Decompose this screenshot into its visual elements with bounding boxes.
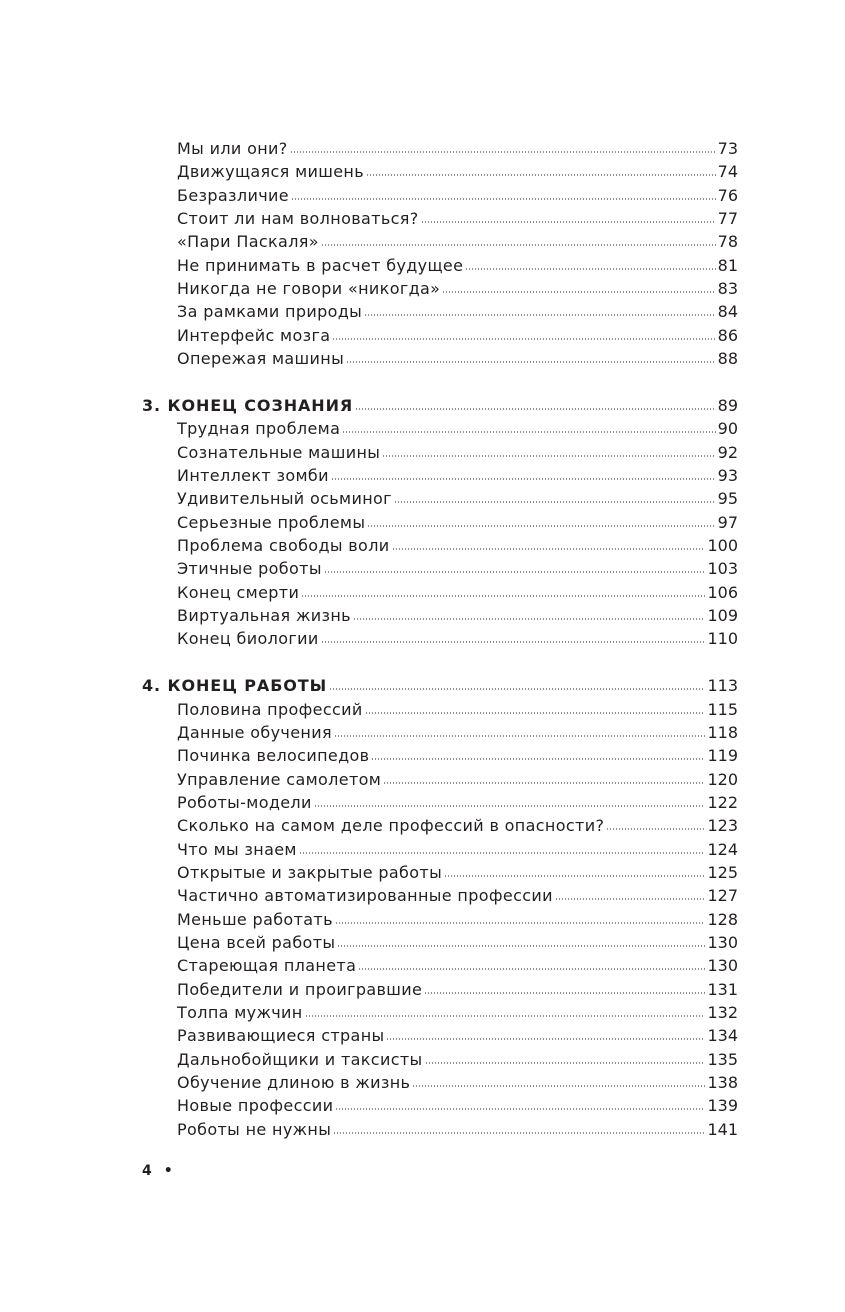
- toc-entry-page: 76: [717, 185, 738, 205]
- toc-entry-title: Трудная проблема: [177, 419, 341, 439]
- toc-entry-page: 115: [707, 699, 738, 719]
- toc-entry-page: 125: [707, 862, 738, 882]
- dot-leader: [444, 875, 705, 877]
- toc-entry[interactable]: [142, 417, 738, 440]
- toc-entry[interactable]: [142, 277, 738, 300]
- toc-entry[interactable]: [142, 768, 738, 791]
- toc-entry-title: Конец биологии: [177, 629, 319, 649]
- toc-entry-title: Новые профессии: [177, 1096, 334, 1116]
- toc-entry-title: Сколько на самом деле профессий в опасности?: [177, 816, 605, 836]
- toc-entry[interactable]: [142, 557, 738, 580]
- dot-leader: [425, 1062, 706, 1064]
- dot-leader: [382, 455, 715, 457]
- toc-entry[interactable]: [142, 791, 738, 814]
- toc-entry-title: Безразличие: [177, 185, 289, 205]
- toc-entry-title: Стоит ли нам волноваться?: [177, 209, 419, 229]
- dot-leader: [364, 314, 715, 316]
- toc-entry[interactable]: [142, 954, 738, 977]
- dot-leader: [331, 478, 716, 480]
- chapter-heading[interactable]: [142, 674, 738, 697]
- dot-leader: [366, 174, 716, 176]
- toc-entry-title: Удивительный осьминог: [177, 489, 392, 509]
- toc-entry-page: 84: [717, 302, 738, 322]
- table-of-contents: [142, 137, 738, 1141]
- toc-entry-title: Обучение длиною в жизнь: [177, 1073, 411, 1093]
- toc-entry[interactable]: [142, 487, 738, 510]
- toc-entry-title: Роботы-модели: [177, 792, 312, 812]
- toc-entry[interactable]: [142, 184, 738, 207]
- toc-entry-page: 90: [717, 419, 738, 439]
- toc-entry-page: 89: [717, 395, 738, 415]
- toc-entry[interactable]: [142, 581, 738, 604]
- dot-leader: [321, 244, 716, 246]
- toc-entry-title: Цена всей работы: [177, 933, 336, 952]
- toc-entry-title: Развивающиеся страны: [177, 1026, 385, 1046]
- toc-entry[interactable]: [142, 627, 738, 650]
- toc-entry-title: Данные обучения: [177, 722, 332, 742]
- toc-entry-page: 134: [707, 1026, 738, 1046]
- toc-entry-title: Управление самолетом: [177, 769, 382, 789]
- toc-entry-page: 120: [707, 769, 738, 789]
- toc-entry-page: 128: [707, 909, 738, 929]
- toc-entry-title: Серьезные проблемы: [177, 512, 366, 532]
- dot-leader: [442, 291, 715, 293]
- dot-leader: [424, 992, 705, 994]
- toc-entry[interactable]: [142, 137, 738, 160]
- toc-entry[interactable]: [142, 1001, 738, 1024]
- dot-leader: [365, 712, 706, 714]
- chapter-heading[interactable]: [142, 394, 738, 417]
- toc-entry[interactable]: [142, 441, 738, 464]
- toc-entry-title: Никогда не говори «никогда»: [177, 279, 441, 299]
- dot-leader: [324, 571, 706, 573]
- dot-leader: [337, 945, 705, 947]
- toc-entry[interactable]: [142, 511, 738, 534]
- toc-entry-page: 124: [707, 839, 738, 859]
- dot-leader: [421, 221, 716, 223]
- toc-entry-title: 4. КОНЕЦ РАБОТЫ: [142, 676, 328, 696]
- toc-entry-page: 119: [707, 746, 738, 766]
- toc-entry[interactable]: [142, 254, 738, 277]
- dot-leader: [367, 525, 715, 527]
- dot-leader: [335, 922, 706, 924]
- toc-entry[interactable]: [142, 534, 738, 557]
- toc-entry-title: Виртуальная жизнь: [177, 606, 351, 626]
- dot-leader: [355, 408, 716, 410]
- toc-entry[interactable]: [142, 721, 738, 744]
- toc-entry-title: Интерфейс мозга: [177, 325, 331, 345]
- toc-entry[interactable]: [142, 838, 738, 861]
- dot-leader: [332, 338, 715, 340]
- dot-leader: [290, 151, 716, 153]
- toc-entry[interactable]: [142, 1071, 738, 1094]
- toc-entry-title: За рамками природы: [177, 302, 363, 322]
- dot-leader: [346, 361, 716, 363]
- dot-leader: [371, 758, 705, 760]
- toc-entry[interactable]: [142, 230, 738, 253]
- toc-entry-page: 113: [707, 676, 738, 696]
- toc-entry-title: Роботы не нужны: [177, 1119, 332, 1139]
- toc-entry-page: 73: [717, 139, 738, 158]
- dot-leader: [299, 852, 706, 854]
- toc-entry-page: 122: [707, 792, 738, 812]
- toc-entry-page: 100: [707, 536, 738, 555]
- toc-entry-page: 77: [717, 209, 738, 229]
- toc-entry[interactable]: [142, 978, 738, 1001]
- toc-entry[interactable]: [142, 604, 738, 627]
- dot-leader: [301, 595, 705, 597]
- toc-entry-title: 3. КОНЕЦ СОЗНАНИЯ: [142, 395, 354, 415]
- toc-entry-page: 93: [717, 465, 738, 485]
- dot-leader: [334, 735, 706, 737]
- toc-entry-page: 92: [717, 442, 738, 462]
- toc-entry[interactable]: [142, 861, 738, 884]
- dot-leader: [386, 1038, 705, 1040]
- toc-entry[interactable]: [142, 1024, 738, 1047]
- dot-leader: [321, 641, 706, 643]
- toc-entry-page: 132: [707, 1003, 738, 1023]
- dot-leader: [305, 1015, 706, 1017]
- toc-entry-page: 127: [707, 886, 738, 906]
- dot-leader: [358, 968, 705, 970]
- toc-entry-title: Меньше работать: [177, 909, 333, 929]
- toc-entry-page: 97: [717, 512, 738, 532]
- toc-entry-page: 138: [707, 1073, 738, 1093]
- toc-entry-title: Половина профессий: [177, 699, 363, 719]
- toc-entry-title: Победители и проигравшие: [177, 979, 423, 999]
- toc-entry-title: Не принимать в расчет будущее: [177, 255, 464, 275]
- dot-leader: [383, 782, 705, 784]
- toc-entry-title: Починка велосипедов: [177, 746, 370, 766]
- toc-entry-title: Интеллект зомби: [177, 465, 329, 485]
- toc-entry-title: Опережая машины: [177, 349, 345, 369]
- toc-entry-page: 135: [707, 1049, 738, 1069]
- toc-entry[interactable]: [142, 207, 738, 230]
- toc-entry-page: 118: [707, 722, 738, 742]
- toc-entry-page: 81: [717, 255, 738, 275]
- dot-leader: [333, 1132, 705, 1134]
- dot-leader: [291, 198, 716, 200]
- toc-entry-title: Дальнобойщики и таксисты: [177, 1049, 423, 1069]
- toc-entry-page: 88: [717, 349, 738, 369]
- toc-entry-title: Что мы знаем: [177, 839, 297, 859]
- toc-entry-title: Мы или они?: [177, 139, 288, 158]
- toc-entry-title: Движущаяся мишень: [177, 162, 365, 182]
- toc-entry-title: Сознательные машины: [177, 442, 381, 462]
- toc-entry[interactable]: [142, 744, 738, 767]
- toc-entry-page: 95: [717, 489, 738, 509]
- dot-leader: [342, 431, 715, 433]
- dot-leader: [329, 688, 705, 690]
- toc-entry-title: Конец смерти: [177, 582, 300, 602]
- toc-entry[interactable]: [142, 1048, 738, 1071]
- toc-entry-title: Толпа мужчин: [177, 1003, 303, 1023]
- dot-leader: [394, 501, 716, 503]
- toc-entry-page: 106: [707, 582, 738, 602]
- dot-leader: [335, 1108, 705, 1110]
- toc-entry-page: 131: [707, 979, 738, 999]
- page-number: 4: [142, 1163, 152, 1179]
- toc-entry[interactable]: [142, 814, 738, 837]
- toc-entry-page: 141: [707, 1119, 738, 1139]
- toc-entry[interactable]: [142, 1118, 738, 1141]
- toc-entry-title: Частично автоматизированные профессии: [177, 886, 553, 906]
- bullet-icon: •: [163, 1163, 173, 1179]
- toc-entry-page: 103: [707, 559, 738, 579]
- toc-entry-page: 86: [717, 325, 738, 345]
- toc-entry-page: 109: [707, 606, 738, 626]
- toc-entry-title: Этичные роботы: [177, 559, 322, 579]
- toc-entry[interactable]: [142, 160, 738, 183]
- toc-entry[interactable]: [142, 300, 738, 323]
- page-folio: [142, 1163, 173, 1179]
- toc-entry-page: 139: [707, 1096, 738, 1116]
- toc-entry-page: 130: [707, 933, 738, 952]
- toc-entry[interactable]: [142, 1094, 738, 1117]
- toc-entry-page: 130: [707, 956, 738, 976]
- dot-leader: [392, 548, 706, 550]
- toc-entry-title: «Пари Паскаля»: [177, 232, 319, 252]
- toc-entry-page: 74: [717, 162, 738, 182]
- dot-leader: [555, 898, 706, 900]
- dot-leader: [353, 618, 706, 620]
- toc-entry-page: 123: [707, 816, 738, 836]
- toc-entry-page: 110: [707, 629, 738, 649]
- toc-entry[interactable]: [142, 698, 738, 721]
- toc-entry-page: 78: [717, 232, 738, 252]
- dot-leader: [465, 268, 715, 270]
- toc-entry[interactable]: [142, 347, 738, 370]
- toc-entry-title: Открытые и закрытые работы: [177, 862, 443, 882]
- toc-entry[interactable]: [142, 884, 738, 907]
- toc-entry-title: Проблема свободы воли: [177, 536, 390, 555]
- toc-entry[interactable]: [142, 931, 738, 954]
- toc-entry[interactable]: [142, 908, 738, 931]
- toc-entry[interactable]: [142, 464, 738, 487]
- toc-entry-title: Стареющая планета: [177, 956, 357, 976]
- toc-entry-page: 83: [717, 279, 738, 299]
- dot-leader: [606, 828, 705, 830]
- dot-leader: [314, 805, 706, 807]
- toc-entry[interactable]: [142, 324, 738, 347]
- dot-leader: [412, 1085, 705, 1087]
